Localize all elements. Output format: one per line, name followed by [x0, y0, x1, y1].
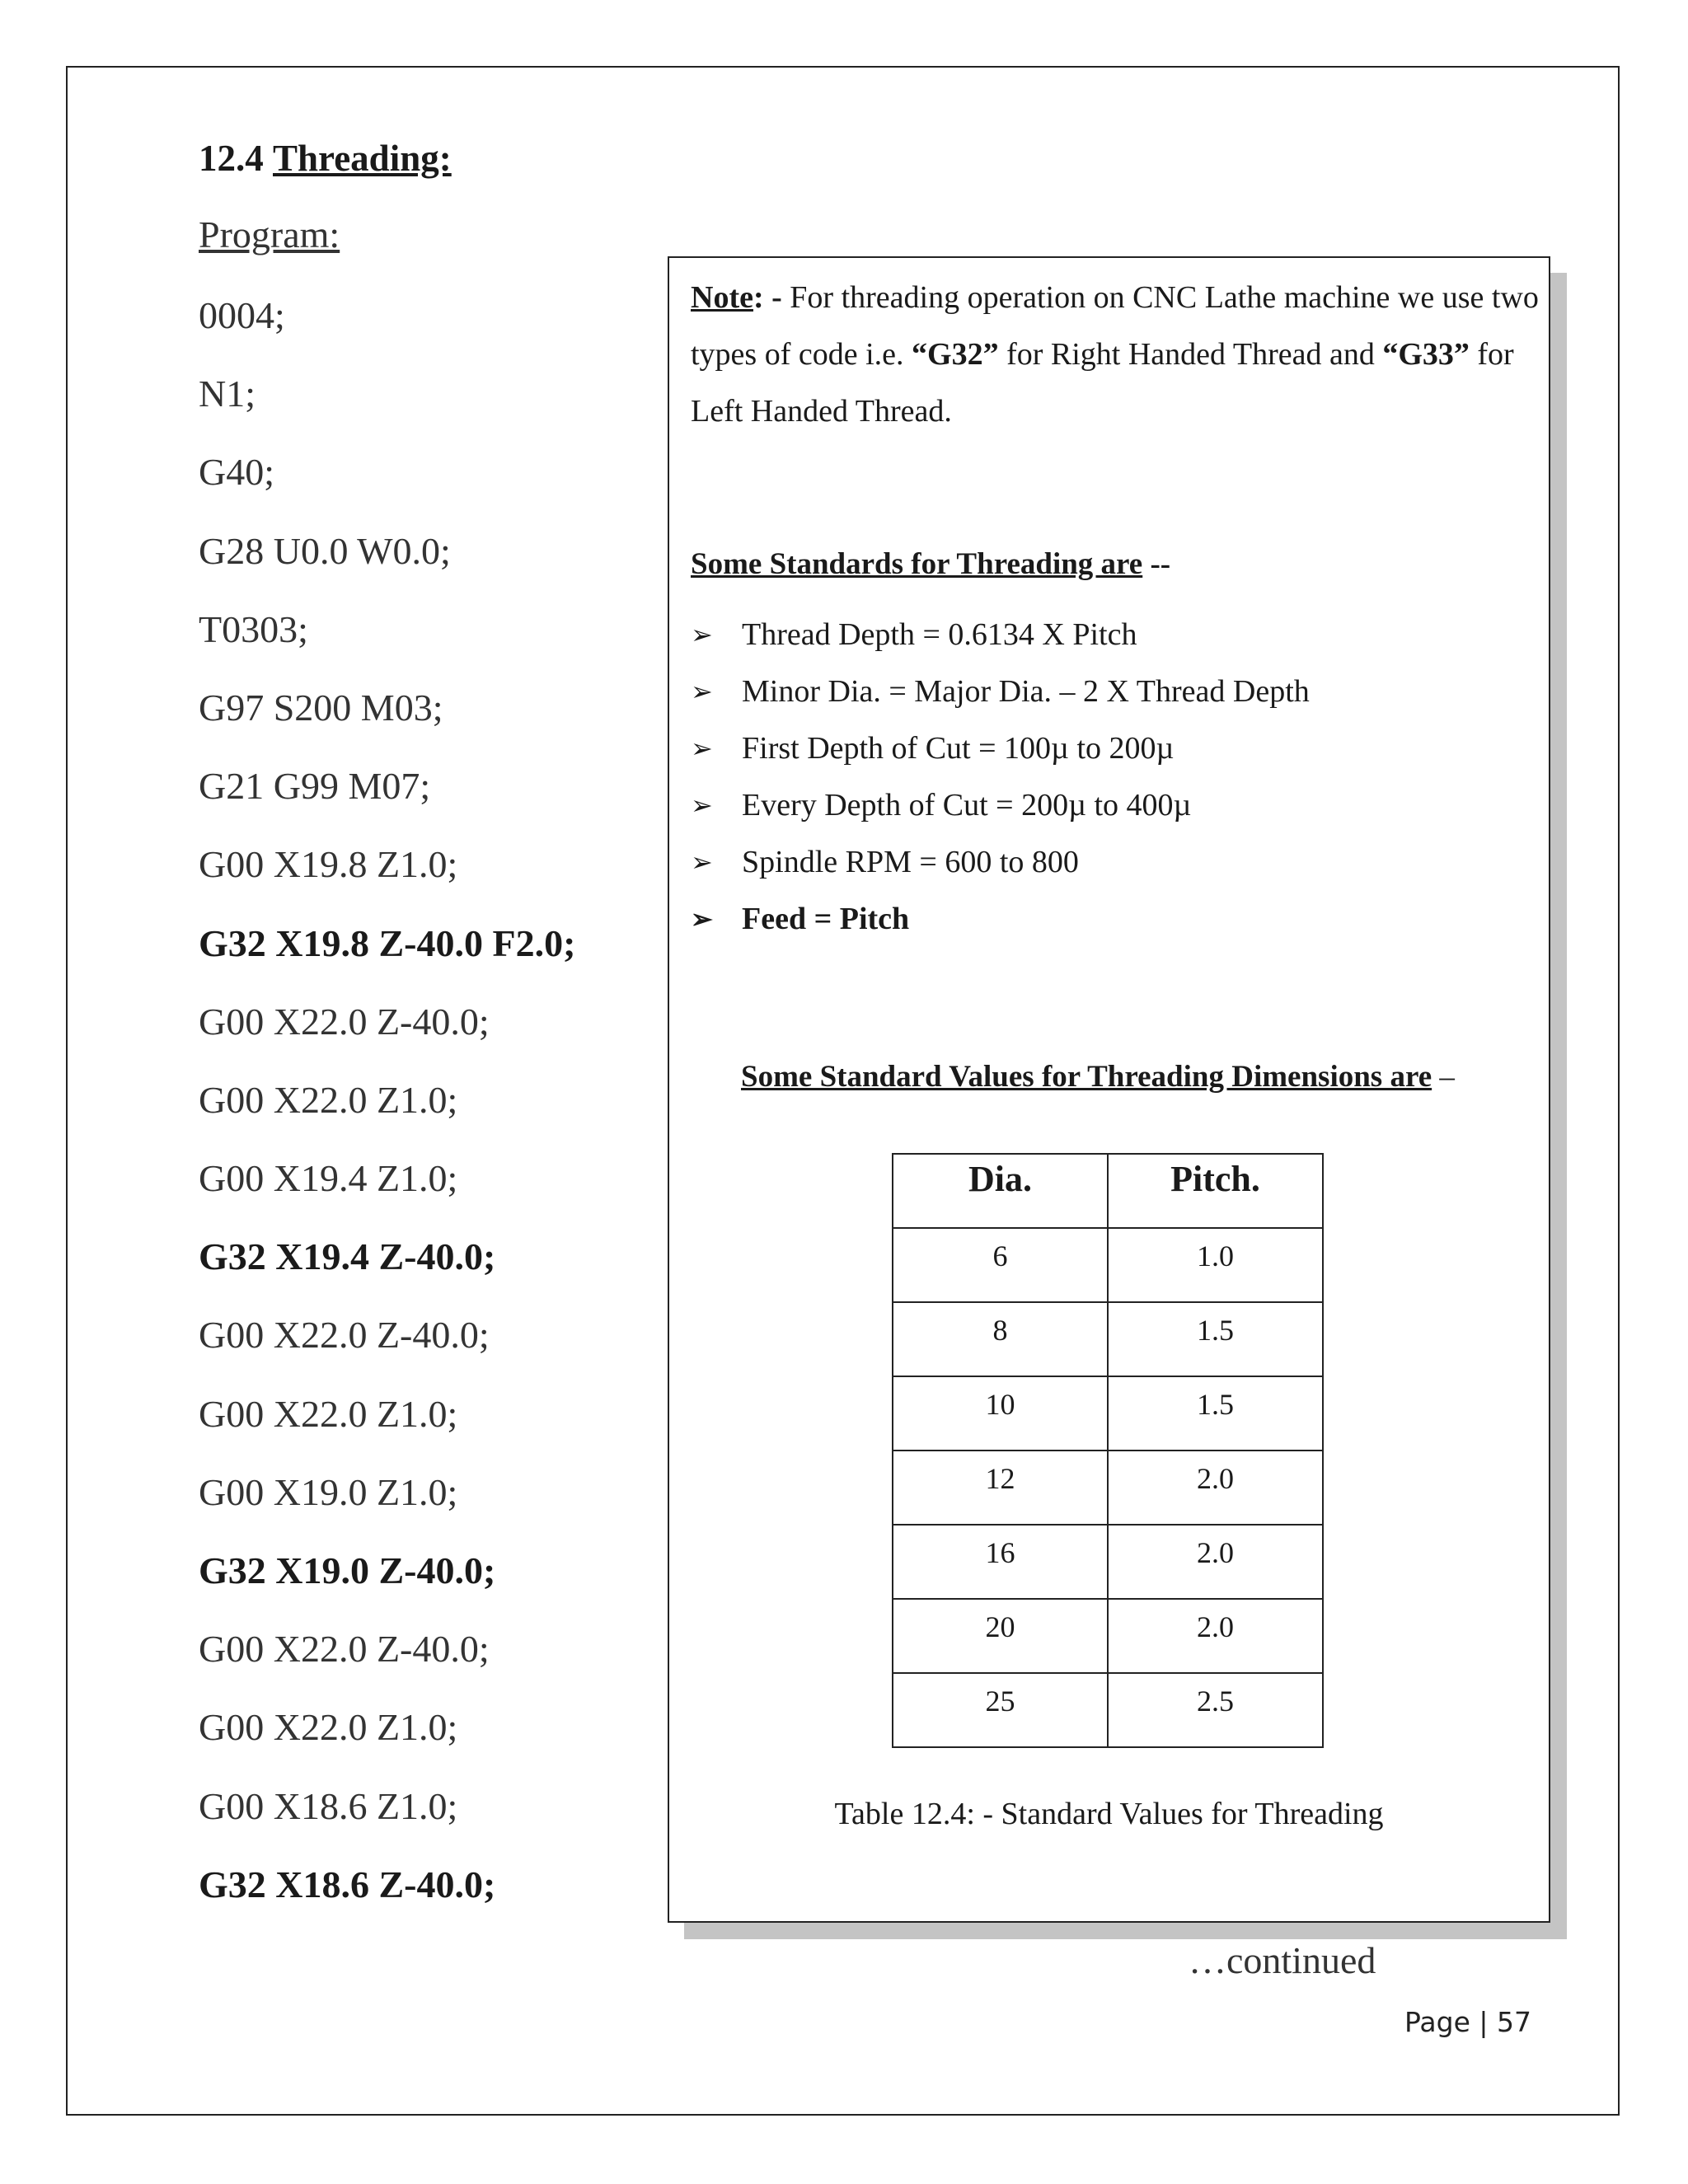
note-code-g32: “G32”: [912, 337, 999, 372]
code-line: G00 X22.0 Z-40.0;: [199, 1314, 490, 1357]
code-line: G32 X19.0 Z-40.0;: [199, 1549, 496, 1591]
cell-dia: 20: [893, 1599, 1108, 1673]
code-line: G00 X22.0 Z-40.0;: [199, 1000, 490, 1043]
code-line: G00 X22.0 Z1.0;: [199, 1706, 458, 1749]
standards-item-text: Thread Depth = 0.6134 X Pitch: [742, 616, 1137, 652]
cell-pitch: 1.5: [1108, 1376, 1323, 1451]
section-title: Threading:: [273, 138, 452, 179]
values-heading-suffix: –: [1432, 1060, 1455, 1094]
standards-item-text: Every Depth of Cut = 200µ to 400µ: [742, 787, 1192, 823]
code-line: G00 X19.4 Z1.0;: [199, 1157, 458, 1200]
cell-pitch: 2.0: [1108, 1525, 1323, 1599]
arrowhead-bullet-icon: ➢: [691, 790, 713, 820]
standards-list-item: [691, 833, 1310, 890]
program-code-list: [199, 293, 575, 1940]
cell-dia: 12: [893, 1451, 1108, 1525]
table-header-row: [893, 1154, 1323, 1228]
cell-dia: 6: [893, 1228, 1108, 1302]
standards-item-text: Spindle RPM = 600 to 800: [742, 844, 1079, 879]
cell-pitch: 2.0: [1108, 1451, 1323, 1525]
table-row: [893, 1525, 1323, 1599]
threading-table: [892, 1153, 1324, 1748]
cell-dia: 10: [893, 1376, 1108, 1451]
note-text-1: For threading operation on CNC Lathe machine we use two types of code i.e.: [691, 280, 1539, 372]
code-line: G00 X18.6 Z1.0;: [199, 1784, 458, 1827]
code-line: N1;: [199, 373, 256, 415]
code-line: G32 X19.4 Z-40.0;: [199, 1235, 496, 1278]
code-line: G00 X19.8 Z1.0;: [199, 843, 458, 886]
cell-pitch: 2.0: [1108, 1599, 1323, 1673]
standards-item-text: First Depth of Cut = 100µ to 200µ: [742, 730, 1175, 766]
table-row: [893, 1451, 1323, 1525]
note-paragraph: [691, 269, 1540, 440]
table-body: [893, 1228, 1323, 1747]
note-text-2: for Right Handed Thread and: [998, 337, 1383, 372]
note-box: [668, 256, 1550, 1923]
code-line: G40;: [199, 451, 274, 494]
header-pitch: Pitch.: [1108, 1154, 1323, 1228]
arrowhead-bullet-icon: ➢: [691, 733, 713, 763]
table-row: [893, 1302, 1323, 1376]
code-line: G21 G99 M07;: [199, 765, 431, 808]
code-line: G00 X19.0 Z1.0;: [199, 1470, 458, 1513]
code-line: G28 U0.0 W0.0;: [199, 529, 451, 572]
standards-heading: [691, 546, 1170, 582]
code-line: T0303;: [199, 607, 308, 650]
standards-heading-suffix: --: [1142, 547, 1171, 581]
standards-item-text: Feed = Pitch: [742, 901, 910, 936]
arrowhead-bullet-icon: ➢: [691, 676, 713, 706]
note-separator: : -: [753, 280, 782, 315]
table-row: [893, 1376, 1323, 1451]
note-label: Note: [691, 280, 753, 315]
section-heading: [199, 135, 452, 181]
standards-list-item: [691, 663, 1310, 719]
cell-dia: 16: [893, 1525, 1108, 1599]
standards-list-item: [691, 719, 1310, 776]
table-caption: Table 12.4: - Standard Values for Threading: [834, 1797, 1384, 1831]
code-line: G00 X22.0 Z-40.0;: [199, 1628, 490, 1671]
cell-pitch: 1.5: [1108, 1302, 1323, 1376]
arrowhead-bullet-icon: ➢: [691, 903, 713, 934]
standards-list-item: [691, 890, 1310, 947]
section-number: 12.4: [199, 138, 264, 179]
arrowhead-bullet-icon: ➢: [691, 619, 713, 649]
standards-heading-text: Some Standards for Threading are: [691, 547, 1143, 581]
standards-list-item: [691, 606, 1310, 663]
standards-list-item: [691, 776, 1310, 833]
table-row: [893, 1673, 1323, 1747]
code-line: 0004;: [199, 294, 285, 336]
continued-text: …continued: [1189, 1939, 1376, 1981]
code-line: G97 S200 M03;: [199, 686, 443, 729]
page-number: Page | 57: [1404, 2006, 1531, 2038]
program-label: Program:: [199, 213, 340, 255]
note-text-3: for Left Handed Thread.: [691, 337, 1514, 429]
header-dia: Dia.: [893, 1154, 1108, 1228]
cell-dia: 8: [893, 1302, 1108, 1376]
cell-dia: 25: [893, 1673, 1108, 1747]
standards-list: [691, 606, 1310, 947]
code-line: G00 X22.0 Z1.0;: [199, 1392, 458, 1435]
table-row: [893, 1228, 1323, 1302]
code-line: G00 X22.0 Z1.0;: [199, 1078, 458, 1121]
cell-pitch: 2.5: [1108, 1673, 1323, 1747]
code-line: G32 X18.6 Z-40.0;: [199, 1863, 496, 1905]
code-line: G32 X19.8 Z-40.0 F2.0;: [199, 921, 576, 964]
table-row: [893, 1599, 1323, 1673]
values-heading-text: Some Standard Values for Threading Dimensions are: [741, 1060, 1432, 1094]
values-heading: [741, 1059, 1455, 1094]
arrowhead-bullet-icon: ➢: [691, 846, 713, 877]
note-code-g33: “G33”: [1382, 337, 1470, 372]
cell-pitch: 1.0: [1108, 1228, 1323, 1302]
standards-item-text: Minor Dia. = Major Dia. – 2 X Thread Depth: [742, 673, 1310, 709]
